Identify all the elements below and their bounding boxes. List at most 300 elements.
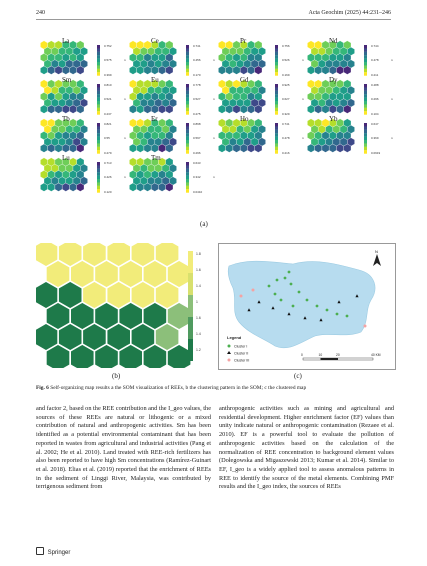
colorbar-tick-label: 0.741 <box>193 44 201 48</box>
colorbar-tick-label: 0.643 <box>193 161 201 165</box>
colorbar-tick-label: 0.169 <box>282 73 290 77</box>
colorbar-unit: n <box>124 97 126 101</box>
journal-header: Acta Geochim (2025) 44:231–246 <box>308 10 391 16</box>
colorbar <box>97 162 100 193</box>
caption-text: Self-organizing map results a the SOM visualization of REEs, b the clustering pattern in the SOM; c the clustered map <box>50 385 307 391</box>
colorbar-tick-label: 0.426 <box>104 175 112 179</box>
colorbar-tick-label: 0.237 <box>104 112 112 116</box>
som-heatmap-eu <box>129 77 191 115</box>
som-cluster-cell <box>83 324 106 351</box>
som-cluster-cell <box>107 324 130 351</box>
colorbar-segment <box>275 147 278 151</box>
element-label: Lu <box>62 154 70 162</box>
colorbar <box>97 84 100 115</box>
legend-label: Cluster III <box>234 358 250 363</box>
colorbar-segment <box>186 108 189 112</box>
cluster-iii-site <box>364 325 367 328</box>
cluster-i-site <box>274 293 277 296</box>
colorbar-segment <box>275 52 278 56</box>
header-rule <box>36 19 391 20</box>
colorbar-segment <box>364 55 367 59</box>
colorbar-segment <box>186 87 189 91</box>
cluster-i-site <box>288 271 291 274</box>
colorbar-segment <box>364 45 367 49</box>
colorbar-segment <box>275 126 278 129</box>
colorbar-tick-label: 0.104 <box>371 112 379 116</box>
element-label: Nd <box>329 37 338 45</box>
colorbar-unit: n <box>391 58 393 62</box>
colorbar-segment <box>186 104 189 108</box>
colorbar-tick-label: 1.4 <box>196 284 201 288</box>
som-panel-yb <box>307 115 393 155</box>
colorbar-segment <box>97 69 100 73</box>
colorbar-segment <box>275 91 278 95</box>
colorbar-segment <box>186 59 189 63</box>
cluster-i-site <box>298 291 301 294</box>
legend-label: Cluster I <box>234 344 248 349</box>
cluster-i-site <box>336 313 339 316</box>
colorbar-segment <box>97 179 100 183</box>
colorbar-segment <box>364 72 367 76</box>
colorbar-segment <box>364 87 367 91</box>
element-label: Ho <box>240 115 249 123</box>
som-panel-tm <box>129 154 215 194</box>
som-panel-eu <box>129 76 215 116</box>
colorbar-segment <box>186 55 189 59</box>
som-heatmap-ce <box>129 38 191 76</box>
body-left-column: and factor 2, based on the REE contribution and the I_geo values, the sources of these REEs are natural or lithogenic or a mixed contribution of natural and anthropogenic activities. Sm has been identified as a potential environmental contaminant that has been reported in wastes from agricultural and industrial activities (Pang et al. 2002; He et al. 2010). Land treated with REE-rich fertilizers has also been reported to have high Sm concentrations (Ramírez-Guinart et al. 2018). Elias et al. (2019) reported that the enrichment of REEs in the sediment of Linggi River, Malaysia, was contributed by terrigenous sediment from <box>36 405 211 491</box>
colorbar-segment <box>186 123 189 127</box>
cluster-i-site <box>316 305 319 308</box>
colorbar-segment <box>186 98 189 102</box>
colorbar-segment <box>364 111 367 115</box>
figure-b-som-clusters <box>36 243 212 368</box>
colorbar-segment <box>364 130 367 134</box>
legend-marker <box>228 359 231 362</box>
som-heatmap-pr <box>218 38 280 76</box>
cluster-i-site <box>284 277 287 280</box>
colorbar-segment <box>186 140 189 144</box>
colorbar-segment <box>186 48 189 52</box>
colorbar-tick-label: 0.778 <box>193 83 201 87</box>
scale-bar-segment <box>321 358 339 360</box>
colorbar-segment <box>97 48 100 52</box>
colorbar-segment <box>275 123 278 127</box>
colorbar-segment <box>186 69 189 73</box>
som-heatmap-lu <box>40 155 102 193</box>
colorbar-segment <box>186 65 189 69</box>
som-cluster-cell <box>95 261 118 288</box>
colorbar-segment <box>275 133 278 137</box>
legend-marker <box>228 345 231 348</box>
element-label: Er <box>151 115 158 123</box>
colorbar-segment <box>186 126 189 129</box>
colorbar-segment <box>364 123 367 127</box>
colorbar-tick-label: 0.456 <box>193 58 201 62</box>
colorbar-segment <box>97 182 100 186</box>
colorbar-segment <box>97 52 100 56</box>
colorbar-segment <box>186 189 189 193</box>
som-heatmap-er <box>129 116 191 154</box>
colorbar-segment <box>275 130 278 134</box>
colorbar-unit: n <box>302 58 304 62</box>
colorbar <box>97 45 100 76</box>
colorbar-segment <box>186 91 189 95</box>
colorbar-tick-label: 0.211 <box>371 73 379 77</box>
colorbar-tick-label: 0.821 <box>104 122 112 126</box>
colorbar-tick-label: 1.6 <box>196 268 201 272</box>
colorbar-segment <box>188 295 193 317</box>
colorbar-segment <box>97 176 100 180</box>
colorbar-tick-label: 0.170 <box>193 73 201 77</box>
colorbar-segment <box>275 45 278 49</box>
colorbar-segment <box>364 65 367 69</box>
figure-b-label: (b) <box>112 372 121 380</box>
colorbar-segment <box>364 126 367 129</box>
colorbar-segment <box>186 94 189 98</box>
colorbar-unit: n <box>213 175 215 179</box>
colorbar-segment <box>97 165 100 169</box>
som-panel-pr <box>218 37 304 77</box>
colorbar-segment <box>97 45 100 49</box>
colorbar-segment <box>275 69 278 73</box>
colorbar-segment <box>97 133 100 137</box>
som-heatmap-la <box>40 38 102 76</box>
colorbar-segment <box>186 165 189 169</box>
colorbar-segment <box>275 87 278 91</box>
colorbar-segment <box>97 65 100 69</box>
colorbar-segment <box>186 111 189 115</box>
colorbar-segment <box>97 143 100 147</box>
colorbar-tick-label: 0.0410 <box>193 190 203 194</box>
som-cluster-cell <box>46 303 69 330</box>
colorbar-tick-label: 0.216 <box>282 151 290 155</box>
colorbar-segment <box>275 62 278 66</box>
colorbar <box>364 123 367 154</box>
colorbar-segment <box>364 140 367 144</box>
colorbar-segment <box>97 62 100 66</box>
colorbar-segment <box>275 140 278 144</box>
colorbar-segment <box>97 137 100 141</box>
caption-fig-number: Fig. 6 <box>36 385 49 391</box>
colorbar-segment <box>364 98 367 102</box>
colorbar-tick-label: 0.329 <box>282 112 290 116</box>
cluster-i-site <box>346 315 349 318</box>
colorbar-tick-label: 0.627 <box>282 97 290 101</box>
som-cluster-cell <box>71 261 94 288</box>
colorbar-unit: n <box>302 136 304 140</box>
element-label: Eu <box>151 76 159 84</box>
colorbar <box>275 84 278 115</box>
colorbar-segment <box>97 87 100 91</box>
som-panel-nd <box>307 37 393 77</box>
colorbar-segment <box>186 179 189 183</box>
colorbar-segment <box>97 72 100 76</box>
colorbar-segment <box>97 150 100 154</box>
colorbar-tick-label: 0.810 <box>104 83 112 87</box>
colorbar-segment <box>186 182 189 186</box>
colorbar-tick-label: 0.597 <box>193 136 201 140</box>
colorbar-segment <box>186 101 189 105</box>
colorbar-segment <box>186 172 189 176</box>
colorbar-segment <box>364 101 367 105</box>
colorbar-tick-label: 0.275 <box>193 112 201 116</box>
colorbar-segment <box>364 147 367 151</box>
colorbar-unit: n <box>302 97 304 101</box>
colorbar-segment <box>97 140 100 144</box>
colorbar-segment <box>97 186 100 190</box>
colorbar-unit: n <box>213 97 215 101</box>
colorbar-segment <box>275 55 278 59</box>
legend-marker <box>227 351 231 354</box>
colorbar-segment <box>275 101 278 105</box>
colorbar-segment <box>186 137 189 141</box>
body-right-column: anthropogenic activities such as mining and agricultural and residential development. Higher enrichment factor (EF) values than unity indicate natural or anthropogenic contamination (Rezaee et al. 2010). EF is a powerful tool to evaluate the pollution of anthropogenic activities based on the calculation of the normalization of REE concentration to background element values (Dołegowska and Migaszewski 2013; Kumar et al. 2014). Similar to EF, I_geo is a widely applied tool to assess anomalous patterns in REE to identify the source of the metal elements. Combining PMF results and the I_geo index, the sources of REEs <box>219 405 394 491</box>
colorbar-segment <box>186 186 189 190</box>
cluster-i-site <box>268 285 271 288</box>
colorbar-segment <box>364 69 367 73</box>
legend-title: Legend <box>227 335 242 340</box>
som-panel-la <box>40 37 126 77</box>
colorbar-unit: n <box>124 175 126 179</box>
som-panel-lu <box>40 154 126 194</box>
som-cluster-cell <box>59 282 82 309</box>
colorbar-segment <box>97 189 100 193</box>
colorbar-tick-label: 0.279 <box>104 151 112 155</box>
colorbar-segment <box>188 339 193 361</box>
colorbar <box>186 123 189 154</box>
colorbar-segment <box>97 91 100 95</box>
som-heatmap-tb <box>40 116 102 154</box>
publisher-name: Springer <box>47 550 71 556</box>
colorbar-unit: n <box>124 136 126 140</box>
colorbar-segment <box>97 123 100 127</box>
colorbar-tick-label: 1.2 <box>196 348 201 352</box>
colorbar-unit: n <box>213 136 215 140</box>
figure-c-label: (c) <box>294 372 302 380</box>
som-heatmap-gd <box>218 77 280 115</box>
som-heatmap-yb <box>307 116 369 154</box>
colorbar-segment <box>275 150 278 154</box>
som-cluster-cell <box>143 261 166 288</box>
som-cluster-cell <box>119 303 142 330</box>
cluster-i-site <box>276 279 279 282</box>
colorbar-segment <box>364 48 367 52</box>
map-legend <box>227 335 249 362</box>
som-cluster-cell <box>95 303 118 330</box>
colorbar-segment <box>186 62 189 66</box>
colorbar-segment <box>275 111 278 115</box>
colorbar-segment <box>186 45 189 49</box>
som-panel-ce <box>129 37 215 77</box>
colorbar-segment <box>275 137 278 141</box>
scale-bar <box>301 353 381 360</box>
colorbar-segment <box>97 169 100 173</box>
cluster-i-site <box>306 299 309 302</box>
cluster-iii-site <box>252 289 255 292</box>
som-heatmap-ho <box>218 116 280 154</box>
colorbar-tick-label: 0.575 <box>104 58 112 62</box>
figure-caption <box>36 385 396 392</box>
colorbar-tick-label: 1.8 <box>196 252 201 256</box>
colorbar-segment <box>364 133 367 137</box>
colorbar-segment <box>275 72 278 76</box>
colorbar-tick-label: 0.752 <box>104 44 112 48</box>
colorbar-segment <box>97 130 100 134</box>
element-label: Sm <box>62 76 72 84</box>
colorbar-tick-label: 0.488 <box>371 83 379 87</box>
som-cluster-cell <box>168 261 191 288</box>
colorbar-unit: n <box>391 97 393 101</box>
cluster-i-site <box>326 309 329 312</box>
colorbar-tick-label: 0.296 <box>193 151 201 155</box>
colorbar <box>186 162 189 193</box>
colorbar-tick-label: 0.647 <box>371 122 379 126</box>
som-cluster-hexmap <box>36 243 212 368</box>
colorbar-unit: n <box>391 136 393 140</box>
element-label: Dy <box>329 76 338 84</box>
colorbar-segment <box>186 162 189 166</box>
colorbar-segment <box>275 108 278 112</box>
colorbar-segment <box>97 55 100 59</box>
som-heatmap-dy <box>307 77 369 115</box>
colorbar-segment <box>97 111 100 115</box>
colorbar-tick-label: 0.55 <box>104 136 110 140</box>
som-cluster-cell <box>83 282 106 309</box>
colorbar-segment <box>186 176 189 180</box>
colorbar-segment <box>364 52 367 56</box>
colorbar-tick-label: 0.478 <box>282 136 290 140</box>
colorbar-segment <box>186 150 189 154</box>
colorbar-segment <box>97 84 100 88</box>
colorbar-segment <box>186 84 189 88</box>
colorbar <box>186 84 189 115</box>
colorbar-segment <box>364 94 367 98</box>
som-cluster-cell <box>156 282 179 309</box>
element-label: Gd <box>240 76 249 84</box>
som-panel-tb <box>40 115 126 155</box>
colorbar-unit: n <box>124 58 126 62</box>
colorbar-segment <box>188 251 193 273</box>
colorbar-tick-label: 0.120 <box>104 190 112 194</box>
lake-water-body <box>228 261 375 348</box>
colorbar-segment <box>97 98 100 102</box>
colorbar-tick-label: 0.741 <box>282 122 290 126</box>
colorbar-unit: n <box>213 58 215 62</box>
colorbar-tick-label: 1.6 <box>196 316 201 320</box>
colorbar <box>275 123 278 154</box>
colorbar-segment <box>275 65 278 69</box>
colorbar-tick-label: 0.296 <box>371 97 379 101</box>
colorbar-segment <box>275 143 278 147</box>
colorbar-segment <box>97 101 100 105</box>
som-cluster-cell <box>168 303 191 330</box>
cluster-i-site <box>292 305 295 308</box>
colorbar-segment <box>364 150 367 154</box>
colorbar <box>275 45 278 76</box>
colorbar <box>364 45 367 76</box>
som-cluster-cell <box>156 324 179 351</box>
colorbar-segment <box>364 108 367 112</box>
colorbar-segment <box>186 133 189 137</box>
colorbar-segment <box>186 72 189 76</box>
colorbar-segment <box>186 169 189 173</box>
colorbar-segment <box>97 104 100 108</box>
som-panel-gd <box>218 76 304 116</box>
colorbar-tick-label: 0.0919 <box>371 151 381 155</box>
colorbar-tick-label: 0.521 <box>104 97 112 101</box>
colorbar-segment <box>364 84 367 88</box>
element-label: Pr <box>240 37 247 45</box>
colorbar-segment <box>97 162 100 166</box>
colorbar-tick-label: 0.399 <box>104 73 112 77</box>
page-number: 240 <box>36 10 45 16</box>
cluster-i-site <box>290 283 293 286</box>
scale-label: 40 KM <box>371 353 381 357</box>
som-cluster-cell <box>107 282 130 309</box>
north-label: N <box>375 249 378 254</box>
legend-label: Cluster II <box>234 351 249 356</box>
som-panel-sm <box>40 76 126 116</box>
colorbar-tick-label: 0.713 <box>104 161 112 165</box>
som-panel-er <box>129 115 215 155</box>
element-label: La <box>62 37 70 45</box>
scale-label: 0 <box>301 353 303 357</box>
colorbar-tick-label: 0.526 <box>282 58 290 62</box>
colorbar-segment <box>275 104 278 108</box>
springer-logo-icon <box>36 547 44 555</box>
colorbar-segment <box>188 317 193 339</box>
colorbar-segment <box>186 143 189 147</box>
som-panel-ho <box>218 115 304 155</box>
colorbar-tick-label: 0.527 <box>193 97 201 101</box>
colorbar-segment <box>97 147 100 151</box>
colorbar-segment <box>275 59 278 63</box>
som-cluster-cell <box>59 324 82 351</box>
colorbar-tick-label: 0.369 <box>371 136 379 140</box>
colorbar-segment <box>186 147 189 151</box>
colorbar-tick-label: 0.342 <box>193 175 201 179</box>
element-label: Tm <box>151 154 161 162</box>
colorbar-segment <box>275 98 278 102</box>
north-arrow-icon <box>373 249 381 266</box>
colorbar-segment <box>186 52 189 56</box>
colorbar-tick-label: 0.898 <box>193 122 201 126</box>
figure-c-cluster-map <box>218 243 396 370</box>
colorbar-segment <box>364 91 367 95</box>
colorbar-segment <box>275 48 278 52</box>
colorbar-tick-label: 0.756 <box>282 44 290 48</box>
cluster-iii-site <box>240 295 243 298</box>
colorbar <box>364 84 367 115</box>
som-cluster-cell <box>46 261 69 288</box>
colorbar-segment <box>186 130 189 134</box>
scale-label: 20 <box>336 353 340 357</box>
colorbar-segment <box>364 104 367 108</box>
colorbar-segment <box>97 126 100 129</box>
colorbar-tick-label: 0.925 <box>282 83 290 87</box>
colorbar-segment <box>364 143 367 147</box>
colorbar-segment <box>275 84 278 88</box>
colorbar-segment <box>364 137 367 141</box>
colorbar-tick-label: 1.4 <box>196 332 201 336</box>
colorbar-segment <box>188 273 193 295</box>
colorbar-segment <box>97 94 100 98</box>
som-panel-dy <box>307 76 393 116</box>
colorbar-segment <box>97 59 100 63</box>
cluster-i-site <box>280 299 283 302</box>
colorbar-segment <box>275 94 278 98</box>
